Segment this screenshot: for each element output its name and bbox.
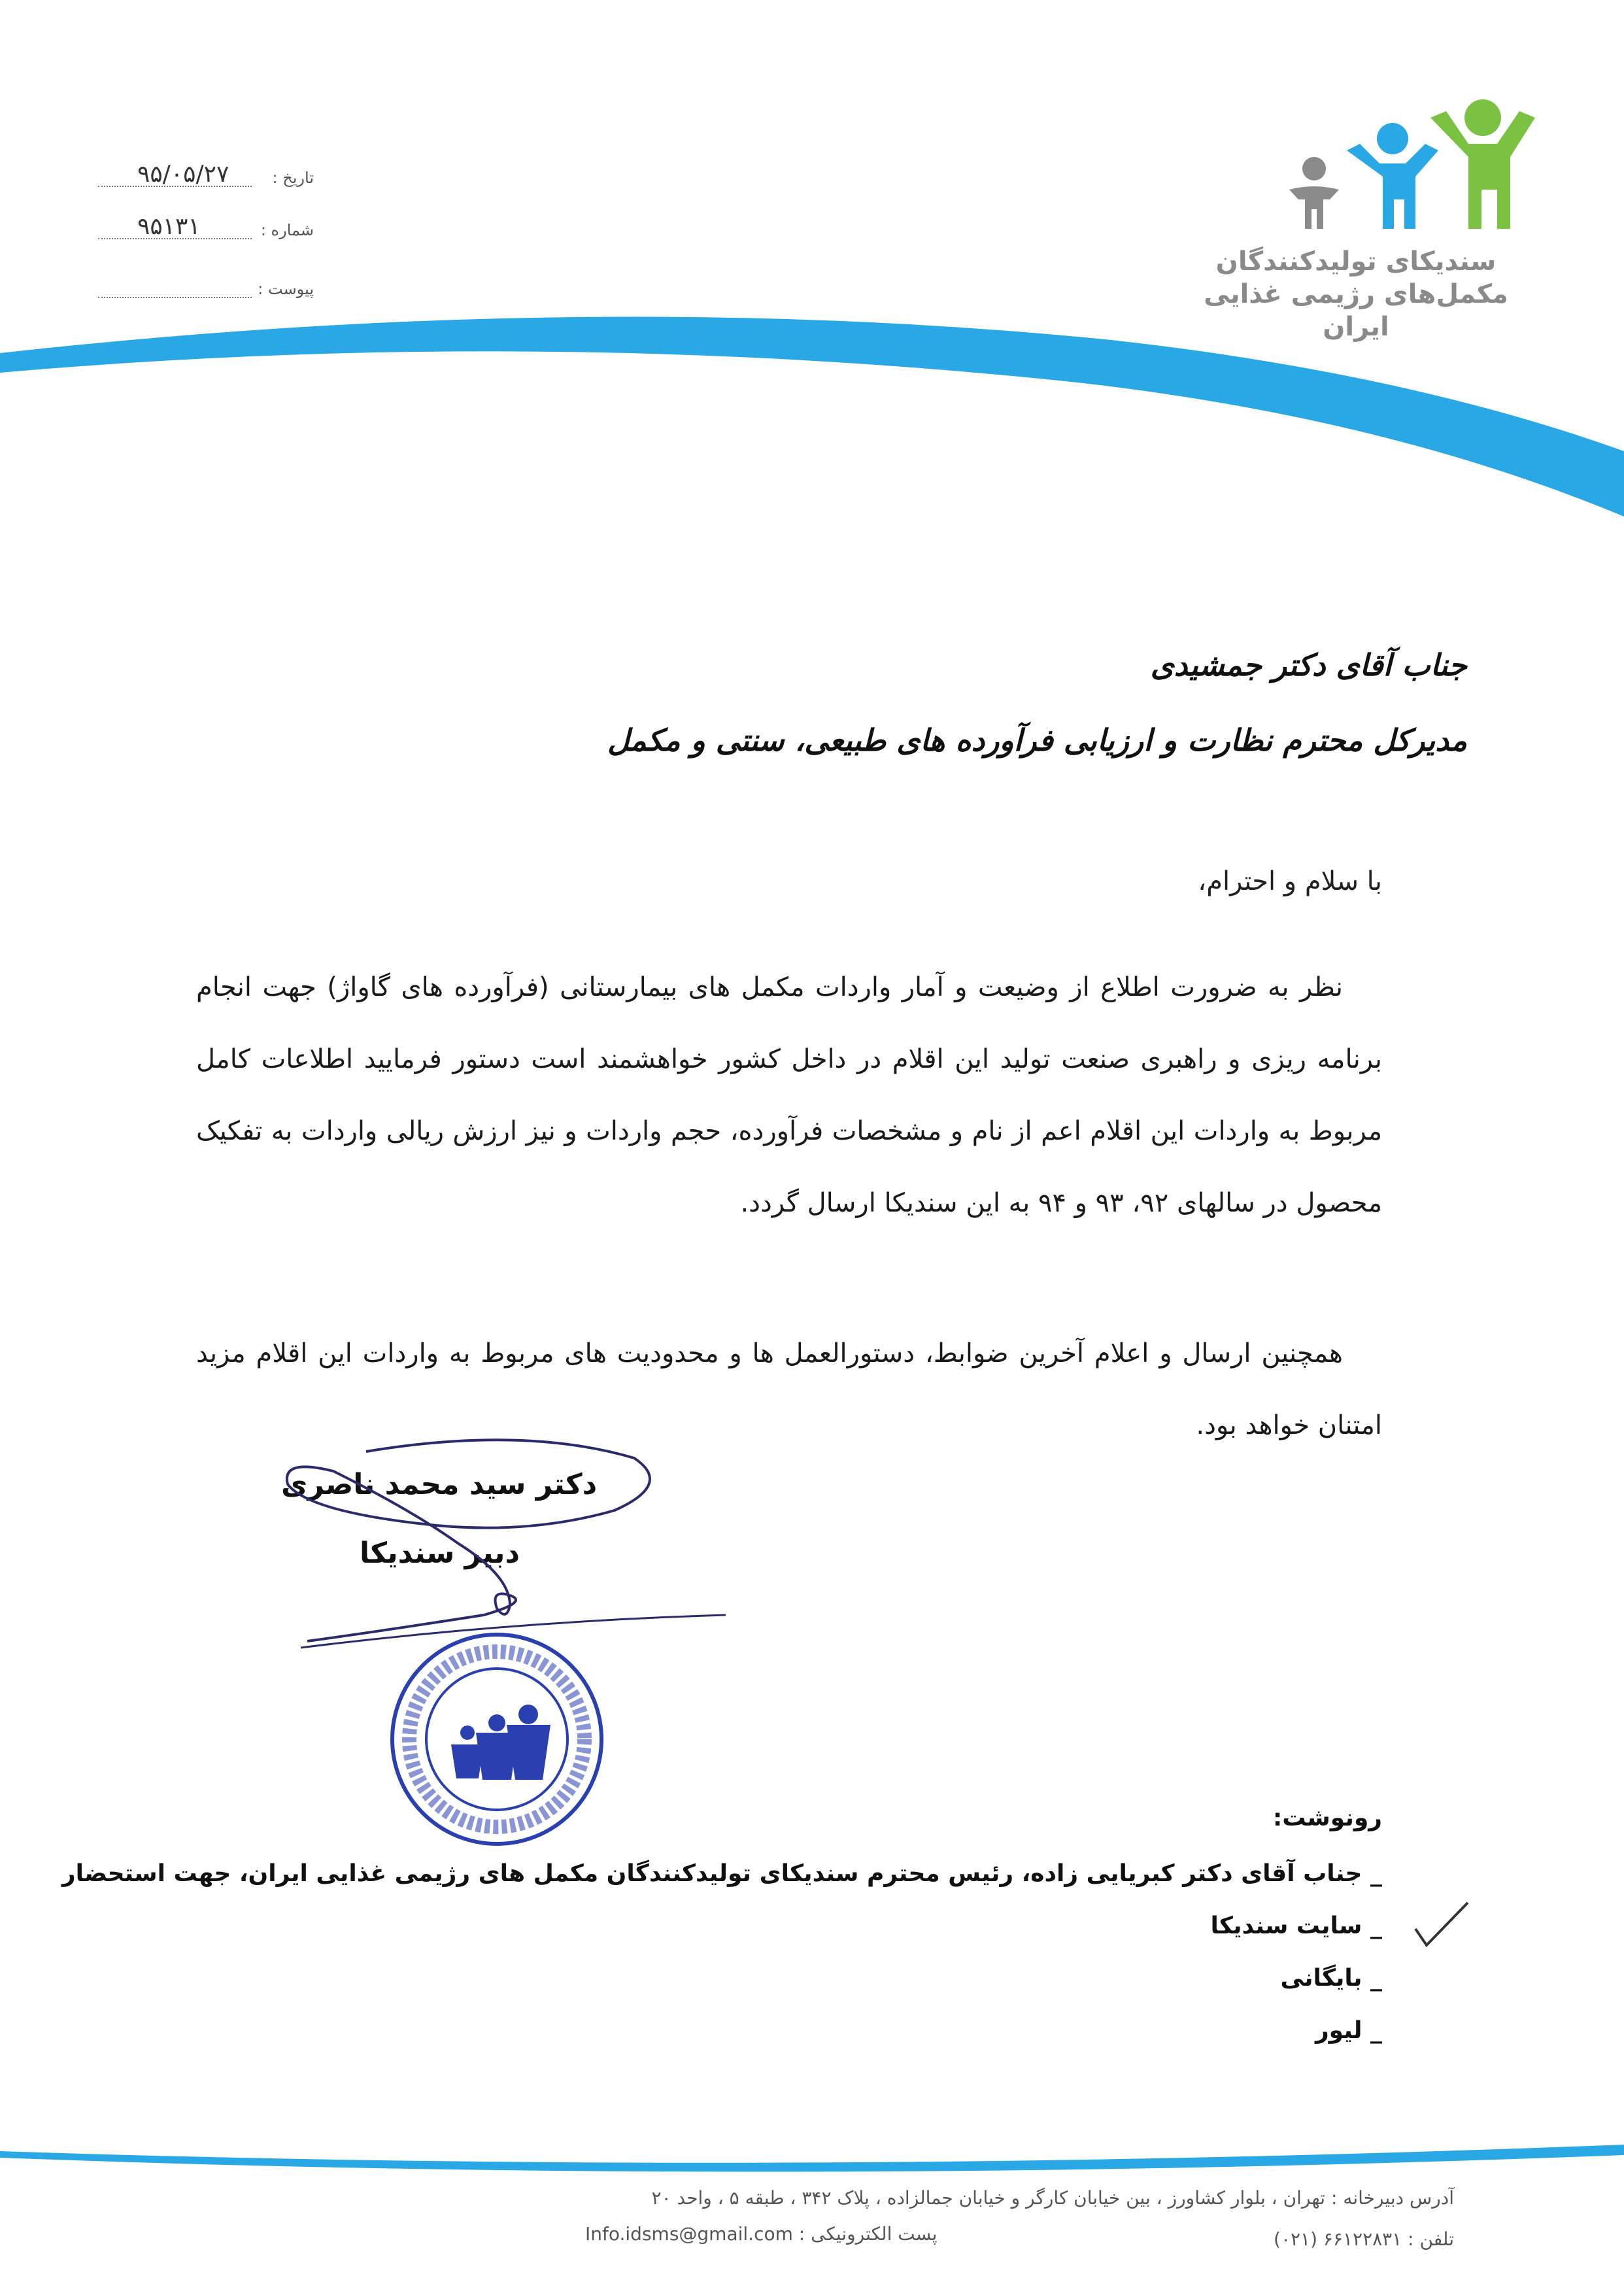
official-stamp-icon	[386, 1628, 608, 1850]
logo-line3: ایران	[1323, 312, 1389, 342]
greeting: با سلام و احترام،	[1198, 866, 1382, 896]
recipient-title: مدیرکل محترم نظارت و ارزیابی فرآورده های طبیعی، سنتی و مکمل	[607, 722, 1467, 758]
date-field	[98, 161, 314, 201]
paragraph-1: نظر به ضرورت اطلاع از وضیعت و آمار واردات مکمل های بیمارستانی (فرآورده های گاواژ) جهت انجام برنامه ریزی و راهبری صنعت تولید این اقلام در داخل کشور خواهشمند است دستور فرمایید اطلاعات کامل مربوط به واردات این اقلام اعم از نام و مشخصات فرآورده، حجم واردات و نیز ارزش ریالی واردات به تفکیک محصول در سالهای ۹۲، ۹۳ و ۹۴ به این سندیکا ارسال گردد.	[196, 972, 1382, 1218]
cc-item-2: _ سایت سندیکا	[1210, 1912, 1382, 1939]
cc-title: رونوشت:	[1272, 1805, 1382, 1831]
footer-email-line	[585, 2223, 938, 2245]
number-label: شماره :	[260, 221, 314, 239]
signer-name: دکتر سید محمد ناصری	[281, 1468, 598, 1501]
checkmark-icon	[1412, 1899, 1471, 1948]
syndicate-logo-icon	[1275, 92, 1549, 242]
number-value: ۹۵۱۳۱	[137, 213, 201, 240]
paragraph-2: همچنین ارسال و اعلام آخرین ضوابط، دستورالعمل ها و محدودیت های مربوط به واردات این اقلام مزید امتنان خواهد بود.	[196, 1338, 1382, 1440]
logo-line2: مکمل‌های رژیمی غذایی	[1204, 279, 1508, 309]
logo-line1: سندیکای تولیدکنندگان	[1215, 246, 1497, 277]
footer-swoosh	[0, 2132, 1624, 2184]
date-label: تاریخ :	[272, 169, 314, 187]
recipient-name: جناب آقای دکتر جمشیدی	[1150, 647, 1467, 683]
cc-item-3: _ بایگانی	[1280, 1965, 1382, 1992]
signer-title: دبیر سندیکا	[360, 1537, 520, 1570]
footer-email-label: پست الکترونیکی :	[798, 2223, 938, 2245]
footer-phone: تلفن : ۶۶۱۲۲۸۳۱ (۰۲۱)	[1274, 2228, 1454, 2250]
cc-item-4: _ لیور	[1315, 2017, 1382, 2044]
footer-email: Info.idsms@gmail.com	[585, 2223, 793, 2245]
attachment-dotted-line	[98, 297, 252, 298]
number-field	[98, 213, 314, 254]
attachment-label: پیوست :	[258, 280, 314, 298]
header-swoosh	[0, 301, 1624, 517]
cc-item-1: _ جناب آقای دکتر کبریایی زاده، رئیس محترم سندیکای تولیدکنندگان مکمل های رژیمی غذایی ایران، جهت استحضار	[61, 1860, 1382, 1887]
date-value: ۹۵/۰۵/۲۷	[137, 161, 229, 188]
footer-address: آدرس دبیرخانه : تهران ، بلوار کشاورز ، بین خیابان کارگر و خیابان جمالزاده ، پلاک ۳۴۲ ، طبقه ۵ ، واحد ۲۰	[651, 2187, 1454, 2209]
